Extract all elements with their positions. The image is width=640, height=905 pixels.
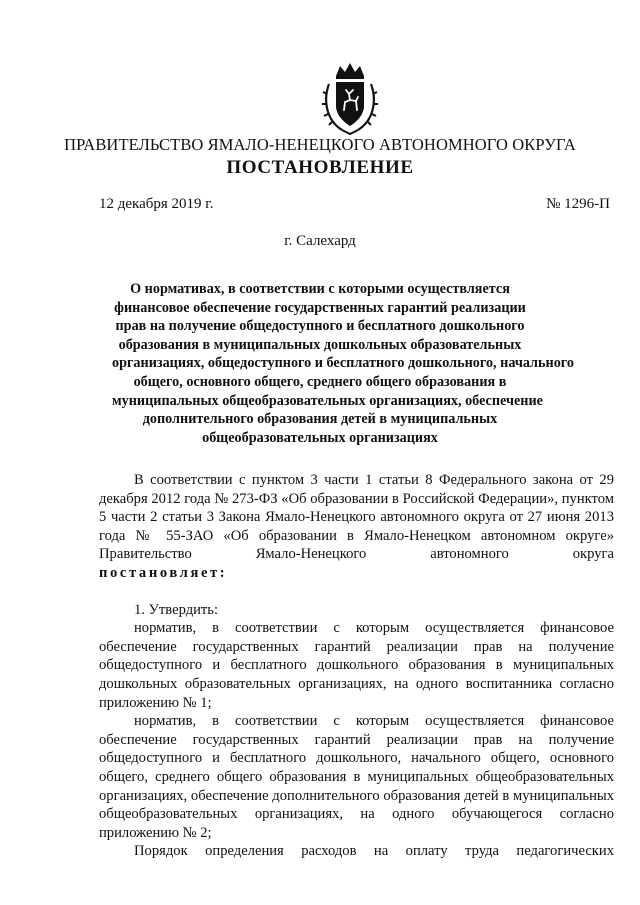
title-line: муниципальных общеобразовательных организациях, обеспечение — [112, 392, 543, 409]
document-date: 12 декабря 2019 г. — [99, 196, 214, 212]
approve-paragraph: 1. Утвердить: — [134, 601, 219, 618]
document-title — [112, 280, 574, 447]
title-line: финансовое обеспечение государственных гарантий реализации — [114, 299, 526, 316]
title-line: общего, основного общего, среднего общего образования в — [133, 373, 507, 390]
coat-of-arms-icon — [320, 60, 380, 136]
title-line: общеобразовательных организациях — [202, 429, 438, 446]
decree-word: постановляет: — [99, 564, 228, 581]
preamble-paragraph: В соответствии с пунктом 3 части 1 статьи 8 Федерального закона от 29 декабря 2012 года № 273-ФЗ «Об образовании в Российской Федерации», пунктом 5 части 2 статьи 3 Закона Ямало-Ненецкого автономного округа от 27 июня 2013 года № 55-ЗАО «Об образовании в Ямало-Ненецком автономном округе» Правительство Ямало-Ненецкого автономного округа — [99, 472, 614, 563]
norm-2-paragraph: норматив, в соответствии с которым осуществляется финансовое обеспечение государственных гарантий реализации прав на получение общедоступного и бесплатного дошкольного, начального общего, основного общего, среднего общего образования в муниципальных общеобразовательных организациях, обеспечение дополнительного образования детей в муниципальных общеобразовательных организациях, на одного обучающегося согласно приложению № 2; — [99, 713, 614, 841]
document-number: № 1296-П — [546, 196, 610, 212]
title-line: О нормативах, в соответствии с которыми осуществляется — [130, 281, 510, 297]
document-body — [99, 471, 614, 861]
title-line: прав на получение общедоступного и бесплатного дошкольного — [115, 318, 525, 335]
document-city: г. Салехард — [284, 233, 356, 249]
organization-name: ПРАВИТЕЛЬСТВО ЯМАЛО-НЕНЕЦКОГО АВТОНОМНОГО ОКРУГА — [64, 135, 576, 154]
title-line: организациях, общедоступного и бесплатного дошкольного, начального — [112, 355, 574, 372]
decree-line — [99, 564, 614, 583]
title-line: дополнительного образования детей в муниципальных — [142, 411, 498, 428]
norm-1-paragraph: норматив, в соответствии с которым осуществляется финансовое обеспечение государственных гарантий реализации прав на получение общедоступного и бесплатного дошкольного образования в муниципальных дошкольных образовательных организациях, на одного воспитанника согласно приложению № 1; — [99, 620, 614, 711]
procedure-paragraph: Порядок определения расходов на оплату труда педагогических — [134, 843, 614, 860]
title-line: образования в муниципальных дошкольных образовательных — [118, 336, 522, 353]
document-type: ПОСТАНОВЛЕНИЕ — [226, 157, 414, 178]
